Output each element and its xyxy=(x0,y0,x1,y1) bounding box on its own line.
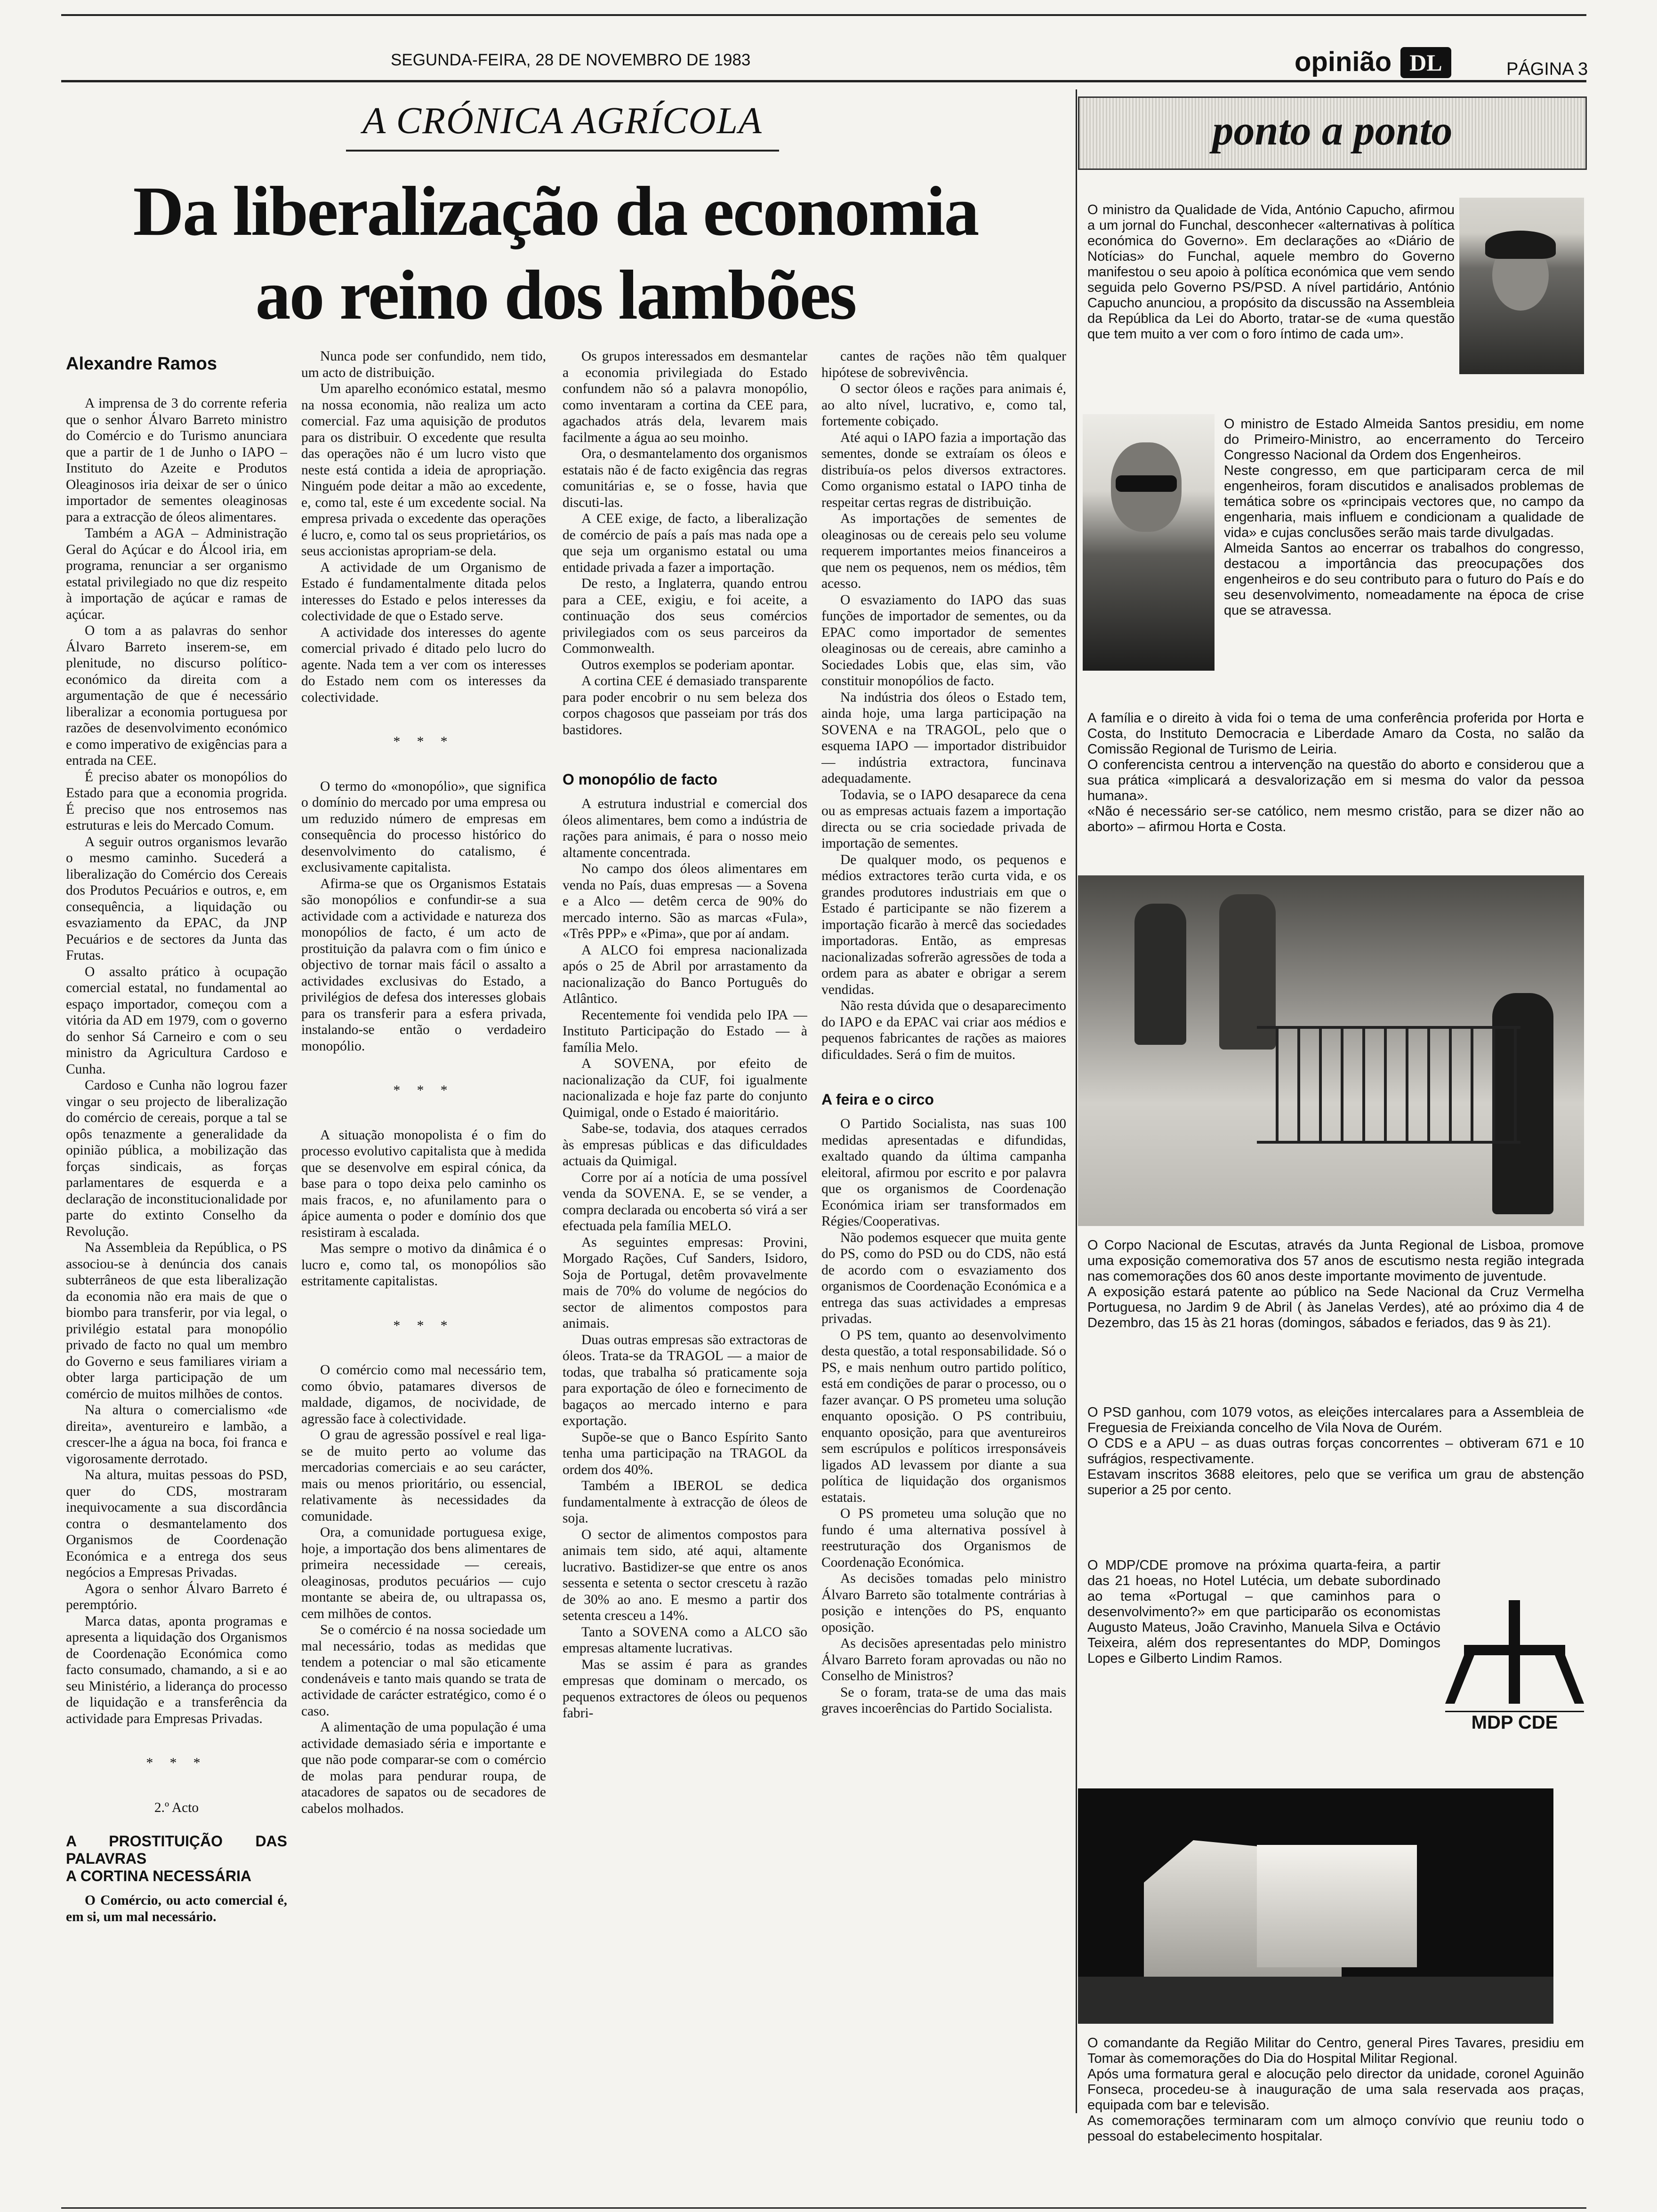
photo-barrier xyxy=(1257,1026,1520,1144)
col2-stars-2: * * * xyxy=(393,1083,454,1098)
col4-part-a xyxy=(821,348,1066,1063)
portrait-photo-almeida-santos xyxy=(1083,414,1215,671)
col1-paragraph: É preciso abater os monopólios do Estado para que a economia progrida. É preciso que nos entrosemos nas estruturas e leis do Mercado Comum. xyxy=(66,769,287,833)
sidebar-item-6: O MDP/CDE promove na próxima quarta-feira, a partir das 21 hoeas, no Hotel Lutécia, um debate subordinado ao tema «Portugal – que caminhos para o desenvolvimento?» em que participarão os economistas Augusto Mateus, João Cravinho, Manuela Silva e Octávio Teixeira, além dos representantes do MDP, Domingos Lopes e Gilberto Lindim Ramos. xyxy=(1087,1558,1440,1666)
photo-scouts-street xyxy=(1078,875,1584,1226)
sidebar-item-5: O PSD ganhou, com 1079 votos, as eleições intercalares para a Assembleia de Freguesia de Freixianda concelho de Vila Nova de Ourém. O CDS e a APU – as duas outras forças concorrentes – obtiveram 671 e 10 sufrágios, respectivamente. Estavam inscritos 3688 eleitores, pelo que se verifica um grau de abstenção superior a 25 por cento. xyxy=(1087,1405,1584,1498)
headline xyxy=(61,169,1050,337)
column-3 xyxy=(563,348,807,2108)
col3b-paragraph: Corre por aí a notícia de uma possível venda da SOVENA. E, se se vender, a compra declarada ou encoberta só virá a ser efectuada pela família MELO. xyxy=(563,1170,807,1234)
col4b-paragraph: O PS tem, quanto ao desenvolvimento desta questão, a total responsabilidade. Só o PS, e mais nenhum outro partido político, está em condições de parar o processo, ou o fazer avançar. O PS prometeu uma solução enquanto oposição. O PS contribuiu, enquanto oposição, para que aventureiros sem escrúpulos e políticos irresponsáveis ligados AD levassem por diante a sua política de liquidação dos organismos estatais. xyxy=(821,1327,1066,1505)
col4a-paragraph: Na indústria dos óleos o Estado tem, ainda hoje, uma larga participação na SOVENA e na TRAGOL, pelo que o esquema IAPO — importador distribuidor — indústria extractora, funcinava adequadamente. xyxy=(821,689,1066,786)
sidebar-item-3: A família e o direito à vida foi o tema de uma conferência proferida por Horta e Costa, do Instituto Democracia e Liberdade Amaro da Costa, no salão da Comissão Regional de Turismo de Leiria. O conferencista centrou a intervenção na questão do aborto e considerou que a sua prática «implicará a desvalorização em si mesma do valor da pessoa humana». «Não é necessário ser-se católico, nem mesmo cristão, para se dizer não ao aborto» – afirmou Horta e Costa. xyxy=(1087,711,1584,834)
photo-ground xyxy=(1078,1977,1553,2024)
col3b-paragraph: A ALCO foi empresa nacionalizada após o 25 de Abril por arrastamento da nacionalização do Banco Português do Atlântico. xyxy=(563,942,807,1006)
col3b-paragraph: O sector de alimentos compostos para animais tem sido, até aqui, altamente lucrativo. Bastidizer-se que entre os anos sessenta e setenta o sector crescetu à razão de 30% ao ano. E mesmo a partir dos setenta cresceu a 14%. xyxy=(563,1527,807,1623)
section-label: opinião xyxy=(1295,47,1392,77)
col4b-paragraph: O Partido Socialista, nas suas 100 medidas apresentadas e difundidas, exaltado quando da última campanha eleitoral, afirmou por escrito e por palavra que os organismos de Coordenação Económica iriam ser transformados em Régies/Cooperativas. xyxy=(821,1116,1066,1229)
col1-paragraph: Cardoso e Cunha não logrou fazer vingar o seu projecto de liberalização do comércio de cereais, porque a tal se opôs tenazmente a generalidade da opinião pública, a mobilização das forças sindicais, as forças parlamentares de esquerda e a declaração de inconstitucionalidade por parte do extinto Conselho da Revolução. xyxy=(66,1078,287,1239)
col2a-paragraph: Um aparelho económico estatal, mesmo na nossa economia, não realiza um acto comercial. Faz uma aquisição de produtos para os distribuir. O excedente que resulta das operações não é um lucro visto que neste está contida a ideia de apropriação. Ninguém pode deitar a mão ao excedente, e, como tal, este é um excedente social. Na empresa privada o excedente das operações é lucro, e, como tal os seus proprietários, os seus accionistas apropriam-se dela. xyxy=(301,381,546,559)
col3b-paragraph: A estrutura industrial e comercial dos óleos alimentares, bem como a indústria de rações para animais, é para o nosso meio altamente concentrada. xyxy=(563,796,807,860)
mdp-cde-logo xyxy=(1445,1595,1584,1737)
kicker-underline xyxy=(346,150,779,152)
sidebar-left-rule xyxy=(1076,89,1077,2113)
col1-paragraph: Na Assembleia da República, o PS associou-se à denúncia dos canais subterrâneos de que esta liberalização da economia não era mais de que o biombo para transferir, por via legal, o privilégio estatal para monopólio privado de facto no qual um membro do Governo e seus familiares viriam a obter larga participação de um comércio de muitos milhões de contos. xyxy=(66,1240,287,1402)
sidebar-title: ponto a ponto xyxy=(1212,107,1453,154)
column-4 xyxy=(821,348,1066,2108)
col2d-paragraph: O comércio como mal necessário tem, como óbvio, patamares diversos de maldade, digamos, de nocividade, de agressão face à colectividade. xyxy=(301,1362,546,1427)
col3a-paragraph: A CEE exige, de facto, a liberalização de comércio de país a país mas nada ope a que seja um organismo estatal ou uma entidade privada a fazer a importação. xyxy=(563,511,807,575)
headline-line-1: Da liberalização da economia xyxy=(133,172,978,250)
col2-part-d xyxy=(301,1362,546,1817)
dateline: SEGUNDA-FEIRA, 28 DE NOVEMBRO DE 1983 xyxy=(391,51,751,69)
col3b-paragraph: Tanto a SOVENA como a ALCO são empresas altamente lucrativas. xyxy=(563,1624,807,1656)
col4a-paragraph: O esvaziamento do IAPO das suas funções de importador de sementes, ou da EPAC como importador de sementes oleaginosas ou de cereais, abre caminho a Sociedades Lobis que, elas sim, vão constituir monopólios de facto. xyxy=(821,592,1066,689)
top-rule xyxy=(61,14,1586,16)
col1-subhead: A PROSTITUIÇÃO DAS PALAVRAS A CORTINA NECESSÁRIA xyxy=(66,1833,287,1884)
col3-part-a xyxy=(563,348,807,738)
col4b-paragraph: Se o foram, trata-se de uma das mais graves incoerências do Partido Socialista. xyxy=(821,1684,1066,1716)
sidebar-item-2: O ministro de Estado Almeida Santos presidiu, em nome do Primeiro-Ministro, ao encerramento do Terceiro Congresso Nacional da Ordem dos Engenheiros. Neste congresso, em que participaram cerca de mil engenheiros, foram discutidos e analisados problemas de temática sobre os «principais vectores que, no campo da engenharia, mais influem e condicionam a qualidade de vida» e cujas conclusões serão mais tarde divulgadas. Almeida Santos ao encerrar os trabalhos do congresso, destacou a importância das preocupações dos engenheiros e do seu contributo para o futuro do País e do seu desenvolvimento, nomeadamente na época de crise que se atravessa. xyxy=(1224,417,1584,618)
col2-stars-3: * * * xyxy=(393,1318,454,1333)
col2-part-c xyxy=(301,1127,546,1290)
col2d-paragraph: Se o comércio é na nossa sociedade um mal necessário, todas as medidas que tendem a potenciar o mal são eticamente condenáveis e tanto mais quando se trata de actividade de carácter estratégico, como é o caso. xyxy=(301,1622,546,1719)
col3b-paragraph: Sabe-se, todavia, dos ataques cerrados às empresas públicas e das dificuldades actuais da Quimigal. xyxy=(563,1121,807,1169)
col2a-paragraph: A actividade de um Organismo de Estado é fundamentalmente ditada pelos interesses do Estado e pelos interesses da colectividade de que o Estado serve. xyxy=(301,560,546,624)
kicker: A CRÓNICA AGRÍCOLA xyxy=(362,100,763,142)
col1-paragraph: Marca datas, aponta programas e apresenta a liquidação dos Organismos de Coordenação Económica como facto consumado, chamando, a si e ao seu Ministério, a liderança do processo de liquidação e a transferência da actividade para Empresas Privadas. xyxy=(66,1613,287,1726)
sidebar-title-box xyxy=(1078,96,1587,170)
col2c-paragraph: A situação monopolista é o fim do processo evolutivo capitalista que à medida que se desenvolve em espiral cónica, da base para o topo deixa pelo caminho os mais fracos, e, no afunilamento para o ápice aumenta o poder e domínio dos que resistiram à escalada. xyxy=(301,1127,546,1240)
col3b-paragraph: Supõe-se que o Banco Espírito Santo tenha uma participação na TRAGOL da ordem dos 40%. xyxy=(563,1429,807,1477)
col3a-paragraph: Ora, o desmantelamento dos organismos estatais não é de facto exigência das regras comunitárias e, se o fosse, havia que discuti-las. xyxy=(563,446,807,510)
header-rule xyxy=(61,80,1586,82)
headline-line-2: ao reino dos lambões xyxy=(255,256,856,334)
col4a-paragraph: Até aqui o IAPO fazia a importação das sementes, donde se extraíam os óleos e distribuía-os pelos diversos extractores. Como organismo estatal o IAPO tinha de respeitar certas regras de distribuição. xyxy=(821,430,1066,510)
col2b-paragraph: O termo do «monopólio», que significa o domínio do mercado por uma empresa ou um reduzido número de empresas em consequência do processo histórico do desenvolvimento do catalismo, é exclusivamente capitalista. xyxy=(301,778,546,875)
col3-subhead: O monopólio de facto xyxy=(563,771,717,788)
col1-last-paragraph: O Comércio, ou acto comercial é, em si, um mal necessário. xyxy=(66,1893,287,1924)
mdp-cde-logo-text: MDP CDE xyxy=(1445,1711,1584,1733)
col1-act-label: 2.º Acto xyxy=(154,1800,199,1815)
col4b-paragraph: As decisões apresentadas pelo ministro Álvaro Barreto foram aprovadas ou não no Conselho de Ministros? xyxy=(821,1636,1066,1683)
col2a-paragraph: Nunca pode ser confundido, nem tido, um acto de distribuição. xyxy=(301,349,546,380)
col4a-paragraph: As importações de sementes de oleaginosas ou de cereais pelo seu volume requerem importantes meios financeiros a que nem os pequenos, nem os médios, têm acesso. xyxy=(821,511,1066,591)
col4a-paragraph: O sector óleos e rações para animais é, ao alto nível, lucrativo, e, como tal, fortemente cobiçado. xyxy=(821,381,1066,429)
col1-paragraph: Na altura o comercialismo «de direita», aventureiro e lambão, a crescer-lhe a água na boca, foi franca e vigorosamente derrotado. xyxy=(66,1403,287,1467)
byline: Alexandre Ramos xyxy=(66,354,217,374)
col4b-paragraph: O PS prometeu uma solução que no fundo é uma alternativa possível à reestruturação dos Organismos de Coordenação Económica. xyxy=(821,1506,1066,1570)
col3b-paragraph: A SOVENA, por efeito de nacionalização da CUF, foi igualmente nacionalizada e hoje faz parte do conjunto Quimigal, onde o Estado é maioritário. xyxy=(563,1056,807,1120)
col2b-paragraph: Afirma-se que os Organismos Estatais são monopólios e confundir-se a sua actividade com a actividade e natureza dos monopólios de facto, é um acto de prostituição da palavra com o fim único e objectivo de tornar mais fácil o assalto a actividades exclusivas do Estado, a privilégios de defesa dos interesses globais para os transferir para a esfera privada, instalando-se então o verdadeiro monopólio. xyxy=(301,876,546,1054)
col4a-paragraph: Não resta dúvida que o desaparecimento do IAPO e da EPAC vai criar aos médios e pequenos fabricantes de rações as maiores dificuldades. Será o fim de muitos. xyxy=(821,998,1066,1062)
col4-subhead: A feira e o circo xyxy=(821,1091,934,1108)
col1-paragraph: O tom a as palavras do senhor Álvaro Barreto inserem-se, em plenitude, no discurso político-económico da direita com a argumentação de que é necessário liberalizar a economia portuguesa por razões de desenvolvimento económico e como imperativo de exigências para a entrada na CEE. xyxy=(66,623,287,768)
col4-part-b xyxy=(821,1116,1066,1717)
col2-part-b xyxy=(301,778,546,1055)
col3b-paragraph: No campo dos óleos alimentares em venda no País, duas empresas — a Sovena e a Alco — detêm cerca de 90% do mercado interno. São as marcas «Fula», «Três PPP» e «Pima», que por aí andam. xyxy=(563,861,807,941)
photo-building-shape-2 xyxy=(1257,1845,1417,1967)
col3a-paragraph: Os grupos interessados em desmantelar a economia privilegiada do Estado confundem não só a palavra monopólio, como inventaram a cortina da CEE para, agachados atrás dela, levarem mais facilmente a água ao seu moinho. xyxy=(563,349,807,445)
col2a-paragraph: A actividade dos interesses do agente comercial privado é ditado pelo lucro do agente. Nada tem a ver com os interesses do Estado nem com os interesses da colectividade. xyxy=(301,625,546,705)
photo-hospital-night xyxy=(1078,1788,1553,2024)
col1-paragraph: Na altura, muitas pessoas do PSD, quer do CDS, mostraram inequivocamente a sua discordância contra o desmantelamento dos Organismos de Coordenação Económica e a entrega dos seus negócios a Empresas Privadas. xyxy=(66,1467,287,1580)
col2d-paragraph: Ora, a comunidade portuguesa exige, hoje, a importação dos bens alimentares de primeira necessidade — cereais, oleaginosas, produtos pecuários — cujo montante se abeira de, ou ultrapassa os, cem milhões de contos. xyxy=(301,1525,546,1621)
col3-part-b xyxy=(563,796,807,1722)
page-number: PÁGINA 3 xyxy=(1506,59,1588,79)
col4b-paragraph: As decisões tomadas pelo ministro Álvaro Barreto são totalmente contrárias à posição e intenções do PS, enquanto oposição. xyxy=(821,1571,1066,1635)
col2-part-a xyxy=(301,348,546,705)
col2d-paragraph: A alimentação de uma população é uma actividade demasiado séria e importante e que não pode comparar-se com o comércio de molas para pendurar roupa, de atacadores de sapatos ou de secadores de cabelos molhados. xyxy=(301,1720,546,1816)
sidebar-item-1: O ministro da Qualidade de Vida, António Capucho, afirmou a um jornal do Funchal, desconhecer «alternativas à política económica do Governo». Em declarações ao «Diário de Notícias» do Funchal, aquele membro do Governo manifestou o seu apoio à política económica que vem sendo seguida pelo Governo PS/PSD. A nível partidário, António Capucho anunciou, a propósito da discussão na Assembleia da República da Lei do Aborto, tratar-se de «uma questão que tem muito a ver com o foro íntimo de cada um». xyxy=(1087,202,1455,342)
col3b-paragraph: Mas se assim é para as grandes empresas que dominam o mercado, os pequenos extractores de óleos ou pequenos fabri- xyxy=(563,1657,807,1721)
mdp-cde-emblem-icon xyxy=(1445,1595,1584,1708)
col3b-paragraph: Recentemente foi vendida pelo IPA — Instituto Participação do Estado — à família Melo. xyxy=(563,1007,807,1055)
col4a-paragraph: Todavia, se o IAPO desaparece da cena ou as empresas actuais fazem a importação directa ou se cria sociedade privada de importação de sementes. xyxy=(821,787,1066,851)
col3a-paragraph: A cortina CEE é demasiado transparente para poder encobrir o nu sem beleza dos corpos chagosos que passeiam por trás dos bastidores. xyxy=(563,673,807,737)
col4a-paragraph: cantes de rações não têm qualquer hipótese de sobrevivência. xyxy=(821,349,1066,380)
col4b-paragraph: Não podemos esquecer que muita gente do PS, como do PSD ou do CDS, não está de acordo com o esvaziamento dos organismos de Coordenação Económica e a entrega das suas actividades a empresas privadas. xyxy=(821,1230,1066,1326)
col1-paragraph: O assalto prático à ocupação comercial estatal, no fundamental ao espaço importador, começou com a vitória da AD em 1979, com o governo do senhor Sá Carneiro e com o seu ministro da Agricultura Cardoso e Cunha. xyxy=(66,964,287,1077)
col2d-paragraph: O grau de agressão possível e real liga-se de muito perto ao volume das mercadorias comerciais e ao seu carácter, mais ou menos prioritário, ou essencial, relativamente às necessidades da comunidade. xyxy=(301,1427,546,1524)
logo-text: DL xyxy=(1409,49,1442,76)
col3a-paragraph: Outros exemplos se poderiam apontar. xyxy=(581,657,795,673)
bottom-rule xyxy=(61,2207,1586,2209)
col1-stars: * * * xyxy=(146,1755,207,1771)
portrait-photo-capucho xyxy=(1459,198,1584,374)
sidebar-item-7: O comandante da Região Militar do Centro, general Pires Tavares, presidiu em Tomar às comemorações do Dia do Hospital Militar Regional. Após uma formatura geral e alocução pelo director da unidade, coronel Aguinão Fonseca, procedeu-se à inauguração de uma sala reservada aos praças, equipada com bar e televisão. As comemorações terminaram com um almoço convívio que reuniu todo o pessoal do estabelecimento hospitalar. xyxy=(1087,2036,1584,2144)
col4a-paragraph: De qualquer modo, os pequenos e médios extractores terão curta vida, e os grandes produtores industriais em que o Estado é participante se não fizerem a importação ficarão à mercê das sociedades importadoras. Então, as empresas nacionalizadas sofrerão agressões de toda a ordem para as abater e obrigar a serem vendidas. xyxy=(821,852,1066,997)
col3a-paragraph: De resto, a Inglaterra, quando entrou para a CEE, exigiu, e foi aceite, a continuação dos seus comércios privilegiados com os seus parceiros da Commonwealth. xyxy=(563,576,807,656)
col1-paragraph: Também a AGA – Administração Geral do Açúcar e do Álcool iria, em programa, renunciar a ser organismo estatal privilegiado no que diz respeito à importação de açúcar e ramas de açúcar. xyxy=(66,526,287,622)
col2c-paragraph: Mas sempre o motivo da dinâmica é o lucro e, como tal, os monopólios são estritamente capitalistas. xyxy=(301,1241,546,1289)
col3b-paragraph: As seguintes empresas: Provini, Morgado Rações, Cuf Sanders, Isidoro, Soja de Portugal, detêm provavelmente mais de 70% do volume de negócios do sector de alimentos compostos para animais. xyxy=(563,1234,807,1331)
col1-paragraphs xyxy=(66,395,287,1727)
portrait-glasses-shape xyxy=(1116,475,1177,492)
column-1 xyxy=(66,395,287,2108)
col3b-paragraph: Também a IBEROL se dedica fundamentalmente à extracção de óleos de soja. xyxy=(563,1478,807,1526)
col1-paragraph: A imprensa de 3 do corrente referia que o senhor Álvaro Barreto ministro do Comércio e do Turismo anunciara que a partir de 1 de Junho o IAPO – Instituto do Azeite e Produtos Oleaginosos iria deixar de ser o único importador de sementes oleaginosas para a extracção de óleos alimentares. xyxy=(66,396,287,525)
col1-paragraph: A seguir outros organismos levarão o mesmo caminho. Sucederá a liberalização do Comércio dos Cereais dos Produtos Pecuários e outros, e, em consequência, a liquidação ou esvaziamento da EPAC, da JNP Pecuários e de sectores da Junta das Frutas. xyxy=(66,834,287,963)
col1-paragraph: Agora o senhor Álvaro Barreto é peremptório. xyxy=(66,1581,287,1612)
newspaper-logo xyxy=(1400,47,1451,78)
photo-figure-1 xyxy=(1134,904,1186,1045)
column-2 xyxy=(301,348,546,2108)
sidebar-item-4: O Corpo Nacional de Escutas, através da Junta Regional de Lisboa, promove uma exposição comemorativa dos 57 anos de escutismo nesta região integrada nas comemorações dos 60 anos deste importante movimento de juventude. A exposição estará patente ao público na Sede Nacional da Cruz Vermelha Portuguesa, no Jardim 9 de Abril ( às Janelas Verdes), até ao próximo dia 4 de Dezembro, das 15 às 21 horas (domingos, sábados e feriados, das 9 às 21). xyxy=(1087,1238,1584,1330)
col2-stars-1: * * * xyxy=(393,734,454,749)
col3b-paragraph: Duas outras empresas são extractoras de óleos. Trata-se da TRAGOL — a maior de todas, que trabalha só praticamente soja para exportação de óleo e fornecimento de bagaços ao mercado interno e para exportação. xyxy=(563,1332,807,1428)
portrait-hair-shape xyxy=(1485,231,1556,259)
